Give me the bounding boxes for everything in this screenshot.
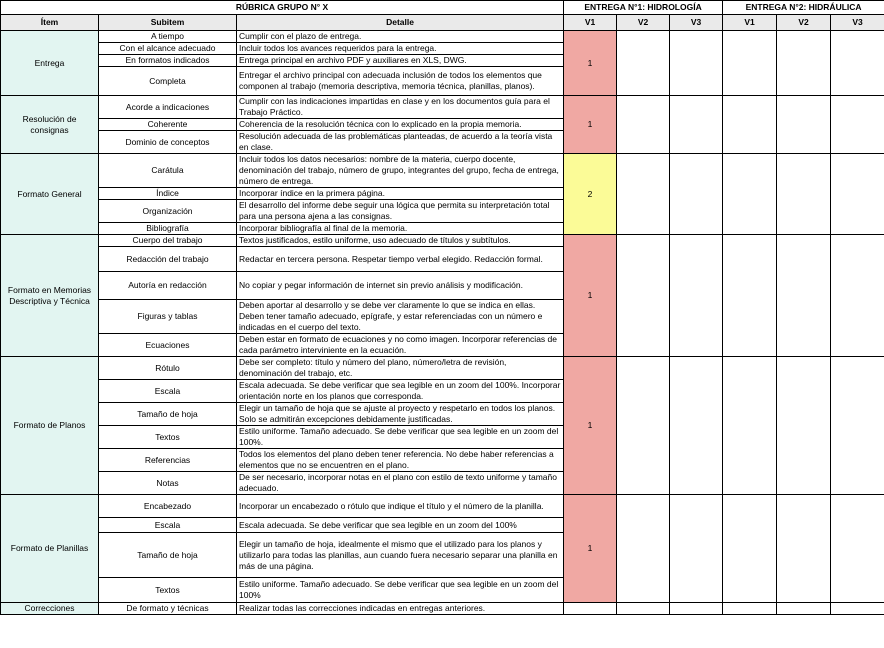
score-cell-empty[interactable] bbox=[723, 357, 777, 495]
detail-cell: Todos los elementos del plano deben tener referencia. No debe haber referencias a elementos que no se encuentren en el plano. bbox=[237, 449, 564, 472]
score-cell-empty[interactable] bbox=[670, 495, 723, 603]
score-cell[interactable]: 1 bbox=[564, 96, 617, 154]
score-cell[interactable]: 1 bbox=[564, 495, 617, 603]
detail-cell: Estilo uniforme. Tamaño adecuado. Se debe verificar que sea legible en un zoom del 100% bbox=[237, 578, 564, 603]
subitem-cell: Acorde a indicaciones bbox=[99, 96, 237, 119]
detail-cell: Escala adecuada. Se debe verificar que sea legible en un zoom del 100%. Incorporar orientación norte en los planos que corresponda. bbox=[237, 380, 564, 403]
subitem-cell: Encabezado bbox=[99, 495, 237, 518]
detail-cell: De ser necesario, incorporar notas en el plano con estilo de texto uniforme y tamaño adecuado. bbox=[237, 472, 564, 495]
score-cell-empty[interactable] bbox=[617, 603, 670, 615]
score-cell[interactable]: 1 bbox=[564, 31, 617, 96]
d1-v3-header: V3 bbox=[670, 15, 723, 31]
rubric-body bbox=[1, 31, 884, 615]
subitem-cell: Referencias bbox=[99, 449, 237, 472]
score-cell-empty[interactable] bbox=[617, 31, 670, 96]
score-cell-empty[interactable] bbox=[831, 603, 884, 615]
score-cell-empty[interactable] bbox=[831, 31, 884, 96]
detail-cell: No copiar y pegar información de internet sin previo análisis y modificación. bbox=[237, 272, 564, 300]
score-cell-empty[interactable] bbox=[831, 154, 884, 235]
score-cell-empty[interactable] bbox=[723, 31, 777, 96]
d1-v1-header: V1 bbox=[564, 15, 617, 31]
score-cell-empty[interactable] bbox=[831, 235, 884, 357]
subitem-cell: Coherente bbox=[99, 119, 237, 131]
score-cell-empty[interactable] bbox=[831, 357, 884, 495]
score-cell-empty[interactable] bbox=[723, 235, 777, 357]
detail-cell: Cumplir con el plazo de entrega. bbox=[237, 31, 564, 43]
subitem-cell: Índice bbox=[99, 188, 237, 200]
d2-v1-header: V1 bbox=[723, 15, 777, 31]
table-row bbox=[1, 603, 884, 615]
d2-v2-header: V2 bbox=[777, 15, 831, 31]
table-row bbox=[1, 495, 884, 518]
detail-cell: Incorporar bibliografía al final de la memoria. bbox=[237, 223, 564, 235]
score-cell-empty[interactable] bbox=[831, 96, 884, 154]
rubric-title: RÚBRICA GRUPO N° X bbox=[1, 1, 564, 15]
score-cell-empty[interactable] bbox=[617, 154, 670, 235]
subitem-cell: Textos bbox=[99, 578, 237, 603]
subitem-cell: Tamaño de hoja bbox=[99, 533, 237, 578]
delivery-2-header: ENTREGA N°2: HIDRÁULICA bbox=[723, 1, 884, 15]
score-cell[interactable]: 2 bbox=[564, 154, 617, 235]
score-cell-empty[interactable] bbox=[723, 603, 777, 615]
subitem-cell: Notas bbox=[99, 472, 237, 495]
delivery-1-header: ENTREGA N°1: HIDROLOGÍA bbox=[564, 1, 723, 15]
subitem-cell: Rótulo bbox=[99, 357, 237, 380]
d2-v3-header: V3 bbox=[831, 15, 884, 31]
detail-cell: Escala adecuada. Se debe verificar que sea legible en un zoom del 100% bbox=[237, 518, 564, 533]
subitem-cell: Redacción del trabajo bbox=[99, 247, 237, 272]
detail-cell: Resolución adecuada de las problemáticas planteadas, de acuerdo a la teoría vista en clase. bbox=[237, 131, 564, 154]
detail-cell: Incluir todos los datos necesarios: nombre de la materia, cuerpo docente, denominación del trabajo, número de grupo, integrantes del grupo, fecha de entrega, número de entrega. bbox=[237, 154, 564, 188]
subitem-cell: Cuerpo del trabajo bbox=[99, 235, 237, 247]
item-cell: Formato de Planos bbox=[1, 357, 99, 495]
table-row bbox=[1, 96, 884, 119]
item-cell: Formato de Planillas bbox=[1, 495, 99, 603]
detail-cell: El desarrollo del informe debe seguir una lógica que permita su interpretación total para una persona ajena a las consignas. bbox=[237, 200, 564, 223]
col-item-header: Ítem bbox=[1, 15, 99, 31]
detail-cell: Textos justificados, estilo uniforme, uso adecuado de títulos y subtítulos. bbox=[237, 235, 564, 247]
detail-cell: Coherencia de la resolución técnica con lo explicado en la propia memoria. bbox=[237, 119, 564, 131]
score-cell-empty[interactable] bbox=[777, 495, 831, 603]
detail-cell: Elegir un tamaño de hoja, idealmente el mismo que el utilizado para los planos y utilizarlo para todas las planillas, aun cuando fuera necesario separar una planilla en más de una página. bbox=[237, 533, 564, 578]
item-cell: Formato en Memorias Descriptiva y Técnica bbox=[1, 235, 99, 357]
detail-cell: Redactar en tercera persona. Respetar tiempo verbal elegido. Redacción formal. bbox=[237, 247, 564, 272]
score-cell-empty[interactable] bbox=[670, 96, 723, 154]
col-subitem-header: Subitem bbox=[99, 15, 237, 31]
score-cell-empty[interactable] bbox=[670, 154, 723, 235]
col-detail-header: Detalle bbox=[237, 15, 564, 31]
d1-v2-header: V2 bbox=[617, 15, 670, 31]
subitem-cell: A tiempo bbox=[99, 31, 237, 43]
score-cell-empty[interactable] bbox=[670, 235, 723, 357]
score-cell-empty[interactable] bbox=[670, 31, 723, 96]
subitem-cell: Ecuaciones bbox=[99, 334, 237, 357]
table-row bbox=[1, 31, 884, 43]
score-cell-empty[interactable] bbox=[617, 495, 670, 603]
subitem-cell: Dominio de conceptos bbox=[99, 131, 237, 154]
subitem-cell: Bibliografía bbox=[99, 223, 237, 235]
table-row bbox=[1, 235, 884, 247]
subitem-cell: Tamaño de hoja bbox=[99, 403, 237, 426]
detail-cell: Cumplir con las indicaciones impartidas en clase y en los documentos guía para el Trabajo Práctico. bbox=[237, 96, 564, 119]
item-cell: Correcciones bbox=[1, 603, 99, 615]
subitem-cell: De formato y técnicas bbox=[99, 603, 237, 615]
score-cell-empty[interactable] bbox=[777, 96, 831, 154]
detail-cell: Debe ser completo: título y número del plano, número/letra de revisión, denominación del trabajo, etc. bbox=[237, 357, 564, 380]
detail-cell: Realizar todas las correcciones indicadas en entregas anteriores. bbox=[237, 603, 564, 615]
item-cell: Formato General bbox=[1, 154, 99, 235]
detail-cell: Deben aportar al desarrollo y se debe ver claramente lo que se indica en ellas. Deben tener tamaño adecuado, epígrafe, y estar referenciadas con un número e indicadas en el cuerpo del texto. bbox=[237, 300, 564, 334]
detail-cell: Entregar el archivo principal con adecuada inclusión de todos los elementos que componen al trabajo (memoria descriptiva, memoria técnica, planillas, planos). bbox=[237, 67, 564, 96]
detail-cell: Incorporar un encabezado o rótulo que indique el título y el número de la planilla. bbox=[237, 495, 564, 518]
score-cell-empty[interactable] bbox=[831, 495, 884, 603]
score-cell-empty[interactable] bbox=[777, 31, 831, 96]
score-cell-empty[interactable] bbox=[617, 357, 670, 495]
subitem-cell: Organización bbox=[99, 200, 237, 223]
score-cell[interactable]: 1 bbox=[564, 235, 617, 357]
detail-cell: Incluir todos los avances requeridos para la entrega. bbox=[237, 43, 564, 55]
subitem-cell: Con el alcance adecuado bbox=[99, 43, 237, 55]
subitem-cell: Carátula bbox=[99, 154, 237, 188]
score-cell-empty[interactable] bbox=[617, 96, 670, 154]
score-cell-empty[interactable] bbox=[670, 357, 723, 495]
score-cell-empty[interactable] bbox=[777, 154, 831, 235]
detail-cell: Elegir un tamaño de hoja que se ajuste al proyecto y respetarlo en todos los planos. Solo se admitirán excepciones debidamente justificadas. bbox=[237, 403, 564, 426]
item-cell: Resolución de consignas bbox=[1, 96, 99, 154]
subitem-cell: Autoría en redacción bbox=[99, 272, 237, 300]
score-cell-empty[interactable] bbox=[723, 154, 777, 235]
item-cell: Entrega bbox=[1, 31, 99, 96]
subitem-cell: Escala bbox=[99, 380, 237, 403]
table-row bbox=[1, 154, 884, 188]
score-cell-empty[interactable] bbox=[777, 357, 831, 495]
detail-cell: Incorporar índice en la primera página. bbox=[237, 188, 564, 200]
score-cell-empty[interactable] bbox=[723, 96, 777, 154]
detail-cell: Entrega principal en archivo PDF y auxiliares en XLS, DWG. bbox=[237, 55, 564, 67]
score-cell-empty[interactable] bbox=[777, 603, 831, 615]
subitem-cell: Figuras y tablas bbox=[99, 300, 237, 334]
score-cell-empty[interactable] bbox=[670, 603, 723, 615]
score-cell-empty[interactable] bbox=[723, 495, 777, 603]
score-cell-empty[interactable] bbox=[617, 235, 670, 357]
detail-cell: Estilo uniforme. Tamaño adecuado. Se debe verificar que sea legible en un zoom del 100%. bbox=[237, 426, 564, 449]
subitem-cell: Completa bbox=[99, 67, 237, 96]
score-cell-empty[interactable] bbox=[777, 235, 831, 357]
table-row bbox=[1, 357, 884, 380]
detail-cell: Deben estar en formato de ecuaciones y no como imagen. Incorporar referencias de cada parámetro interviniente en la ecuación. bbox=[237, 334, 564, 357]
subitem-cell: En formatos indicados bbox=[99, 55, 237, 67]
score-cell[interactable]: 1 bbox=[564, 357, 617, 495]
subitem-cell: Textos bbox=[99, 426, 237, 449]
score-cell-empty[interactable] bbox=[564, 603, 617, 615]
subitem-cell: Escala bbox=[99, 518, 237, 533]
